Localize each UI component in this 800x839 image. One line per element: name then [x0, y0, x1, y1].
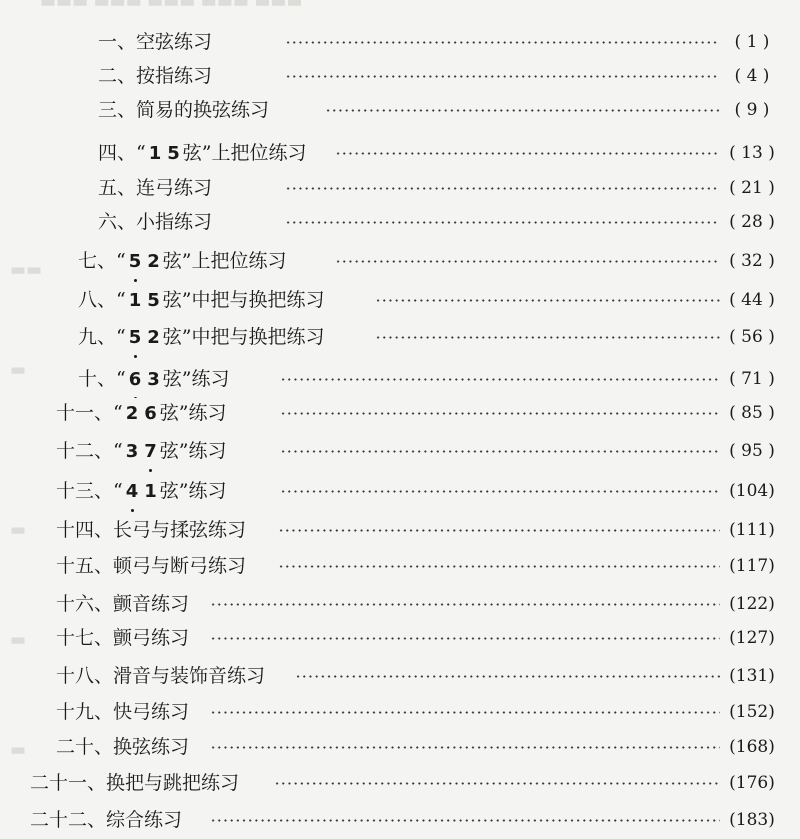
dot-leader [210, 711, 720, 714]
toc-page-number: ( 85 ) [729, 403, 775, 423]
toc-page-number: ( 32 ) [729, 251, 775, 271]
toc-entry-label: 十六、颤音练习 [56, 589, 195, 619]
toc-entry [0, 398, 800, 428]
toc-entry-label: 十五、顿弓与断弓练习 [56, 551, 252, 581]
dot-leader [375, 336, 720, 339]
toc-entry-label: 九、“ 5 2 弦”中把与换把练习 [78, 322, 331, 352]
toc-entry [0, 138, 800, 168]
dot-leader [210, 819, 720, 822]
dot-leader [280, 412, 720, 415]
toc-entry [0, 436, 800, 466]
dot-leader [280, 450, 720, 453]
dot-leader [278, 565, 720, 568]
dot-leader [325, 109, 720, 112]
string-note-2: 5 [167, 143, 180, 164]
toc-page-number: ( 9 ) [734, 100, 770, 120]
string-note-1: 6 [129, 365, 142, 395]
toc-page-number: (131) [729, 666, 775, 686]
string-note-1: 2 [125, 403, 139, 424]
dot-leader [210, 746, 720, 749]
dot-leader [280, 490, 720, 493]
dot-leader [285, 41, 720, 44]
toc-entry-label: 十二、“ 3 7 弦”练习 [56, 436, 233, 466]
toc-entry-label: 三、简易的换弦练习 [98, 95, 275, 125]
toc-entry-label: 十三、“ 4 1 弦”练习 [56, 476, 233, 506]
toc-entry [0, 322, 800, 352]
toc-entry [0, 285, 800, 315]
toc-page-number: (117) [729, 556, 775, 576]
toc-entry [0, 364, 800, 394]
toc-page-number: (104) [729, 481, 775, 501]
dot-leader [285, 187, 720, 190]
toc-page-number: (152) [729, 702, 775, 722]
string-note-2: 5 [147, 290, 160, 311]
toc-page-number: (183) [729, 810, 775, 830]
toc-page-number: ( 13 ) [729, 143, 775, 163]
toc-entry-label: 十、“ 6 3 弦”练习 [78, 364, 236, 394]
string-note-2: 2 [147, 251, 160, 272]
toc-entry-label: 十八、滑音与装饰音练习 [56, 661, 271, 691]
toc-entry-label: 十九、快弓练习 [56, 697, 195, 727]
dot-leader [375, 299, 720, 302]
dot-leader [274, 782, 720, 785]
string-note-2: 7 [144, 437, 157, 467]
toc-entry-label: 一、空弦练习 [98, 27, 218, 57]
toc-entry [0, 661, 800, 691]
toc-entry [0, 207, 800, 237]
string-note-2: 2 [147, 327, 160, 348]
toc-entry [0, 173, 800, 203]
string-note-2: 3 [147, 369, 160, 390]
toc-page-number: ( 1 ) [734, 32, 770, 52]
dot-leader [285, 221, 720, 224]
toc-page-number: ( 56 ) [729, 327, 775, 347]
toc-entry-label: 七、“ 5 2 弦”上把位练习 [78, 246, 293, 276]
dot-leader [295, 675, 720, 678]
toc-page-number: (127) [729, 628, 775, 648]
string-note-1: 1 [128, 290, 142, 311]
toc-entry [0, 589, 800, 619]
string-note-1: 1 [148, 143, 162, 164]
string-note-1: 4 [126, 477, 139, 507]
toc-entry-label: 八、“ 1 5 弦”中把与换把练习 [78, 285, 331, 315]
toc-entry [0, 551, 800, 581]
toc-page-number: ( 71 ) [729, 369, 775, 389]
dot-leader [210, 637, 720, 640]
toc-entry [0, 95, 800, 125]
dot-leader [210, 603, 720, 606]
toc-page-number: ( 21 ) [729, 178, 775, 198]
toc-entry [0, 768, 800, 798]
toc-entry-label: 四、“ 1 5 弦”上把位练习 [98, 138, 313, 168]
toc-entry [0, 476, 800, 506]
toc-page-number: ( 4 ) [734, 66, 770, 86]
toc-page-number: (111) [729, 520, 775, 540]
toc-entry-label: 十七、颤弓练习 [56, 623, 195, 653]
toc-entry-label: 十一、“ 2 6 弦”练习 [56, 398, 233, 428]
dot-leader [335, 152, 720, 155]
toc-entry [0, 805, 800, 835]
toc-page-number: ( 44 ) [729, 290, 775, 310]
toc-page-number: (176) [729, 773, 775, 793]
string-note-1: 5 [129, 247, 142, 277]
toc-entry [0, 623, 800, 653]
string-note-2: 1 [144, 481, 157, 502]
toc-entry-label: 五、连弓练习 [98, 173, 218, 203]
toc-page-number: ( 28 ) [729, 212, 775, 232]
toc-entry-label: 二十、换弦练习 [56, 732, 195, 762]
toc-entry [0, 246, 800, 276]
toc-entry [0, 515, 800, 545]
toc-entry [0, 61, 800, 91]
toc-page-number: (168) [729, 737, 775, 757]
toc-entry [0, 732, 800, 762]
toc-entry [0, 27, 800, 57]
toc-entry-label: 二十一、换把与跳把练习 [30, 768, 245, 798]
toc-entry-label: 二十二、综合练习 [30, 805, 188, 835]
toc-entry-label: 六、小指练习 [98, 207, 218, 237]
toc-entry-label: 十四、长弓与揉弦练习 [56, 515, 252, 545]
dot-leader [280, 378, 720, 381]
dot-leader [335, 260, 720, 263]
string-note-1: 5 [129, 323, 142, 353]
toc-entry [0, 697, 800, 727]
toc-entry-label: 二、按指练习 [98, 61, 218, 91]
toc-page-number: ( 95 ) [729, 441, 775, 461]
toc-page-number: (122) [729, 594, 775, 614]
dot-leader [278, 529, 720, 532]
string-note-2: 6 [144, 403, 157, 424]
string-note-1: 3 [125, 441, 139, 462]
dot-leader [285, 75, 720, 78]
